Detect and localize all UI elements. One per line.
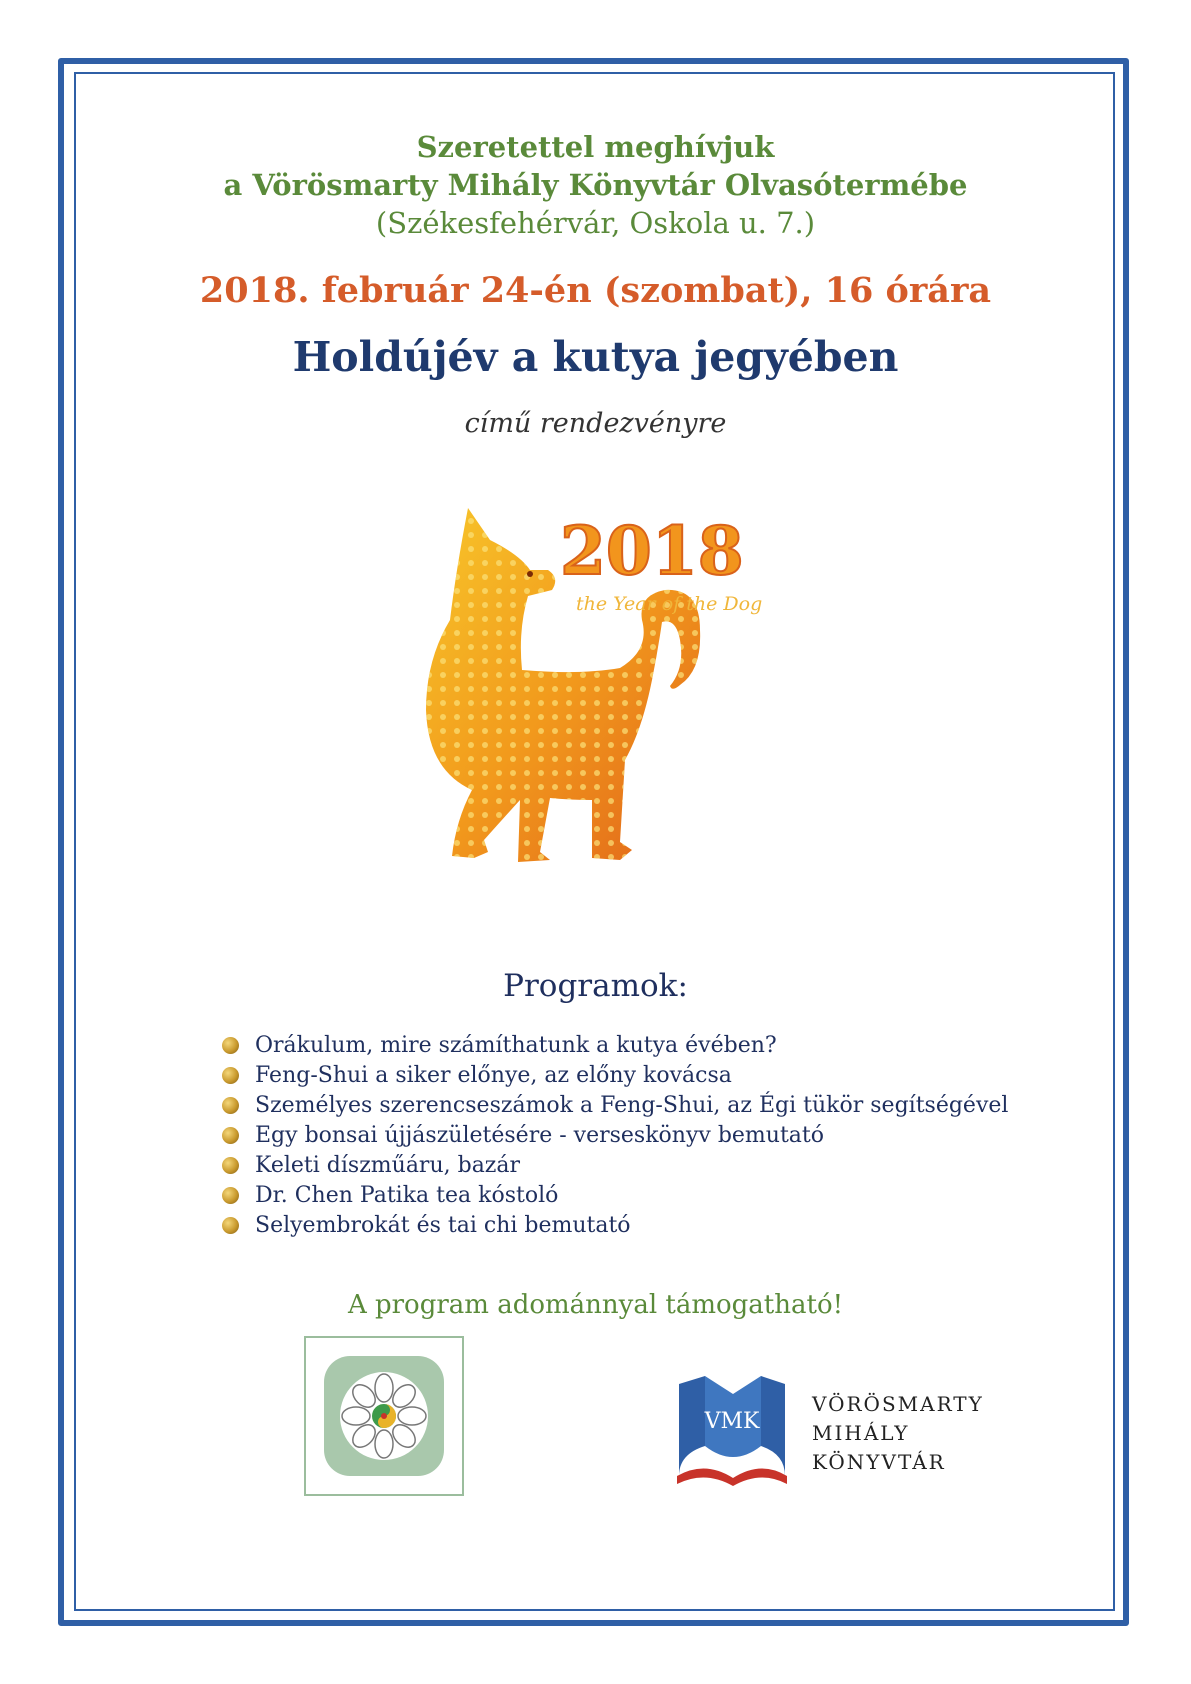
invitation-block: [0, 128, 1191, 242]
list-item: Keleti díszműáru, bazár: [222, 1150, 1008, 1180]
bullet-icon: [222, 1127, 239, 1144]
event-title: Holdújév a kutya jegyében: [292, 333, 899, 381]
jade-emblem-icon: [306, 1338, 462, 1494]
event-subtitle: című rendezvényre: [464, 408, 727, 439]
list-item: Orákulum, mire számíthatunk a kutya évében?: [222, 1030, 1008, 1060]
artwork-caption: the Year of the Dog: [576, 593, 763, 615]
invitation-address: (Székesfehérvár, Oskola u. 7.): [375, 206, 816, 240]
jade-bodhisattva-logo: [304, 1336, 464, 1496]
vmk-name-line-2: MIHÁLY: [812, 1421, 910, 1445]
list-item: Egy bonsai újjászületésére - verseskönyv bemutató: [222, 1120, 1008, 1150]
bullet-icon: [222, 1097, 239, 1114]
bullet-icon: [222, 1187, 239, 1204]
list-item: Személyes szerencseszámok a Feng-Shui, az Égi tükör segítségével: [222, 1090, 1008, 1120]
donation-note: A program adománnyal támogatható!: [347, 1290, 844, 1320]
programs-heading: Programok:: [503, 968, 688, 1004]
bullet-icon: [222, 1067, 239, 1084]
vmk-initials: VMK: [704, 1409, 760, 1434]
program-list: [222, 1030, 1008, 1240]
year-of-the-dog-artwork: [380, 500, 820, 920]
artwork-year: 2018: [560, 512, 744, 590]
invitation-line-2: a Vörösmarty Mihály Könyvtár Olvasótermébe: [223, 168, 968, 202]
list-item: Selyembrokát és tai chi bemutató: [222, 1210, 1008, 1240]
vmk-name-line-1: VÖRÖSMARTY: [812, 1392, 984, 1416]
invitation-line-1: Szeretettel meghívjuk: [416, 130, 775, 164]
bullet-icon: [222, 1157, 239, 1174]
vmk-library-name: [812, 1390, 984, 1477]
list-item: Feng-Shui a siker előnye, az előny kovácsa: [222, 1060, 1008, 1090]
list-item: Dr. Chen Patika tea kóstoló: [222, 1180, 1008, 1210]
event-date: 2018. február 24-én (szombat), 16 órára: [199, 270, 992, 311]
bullet-icon: [222, 1037, 239, 1054]
bullet-icon: [222, 1217, 239, 1234]
vmk-name-line-3: KÖNYVTÁR: [812, 1450, 946, 1474]
